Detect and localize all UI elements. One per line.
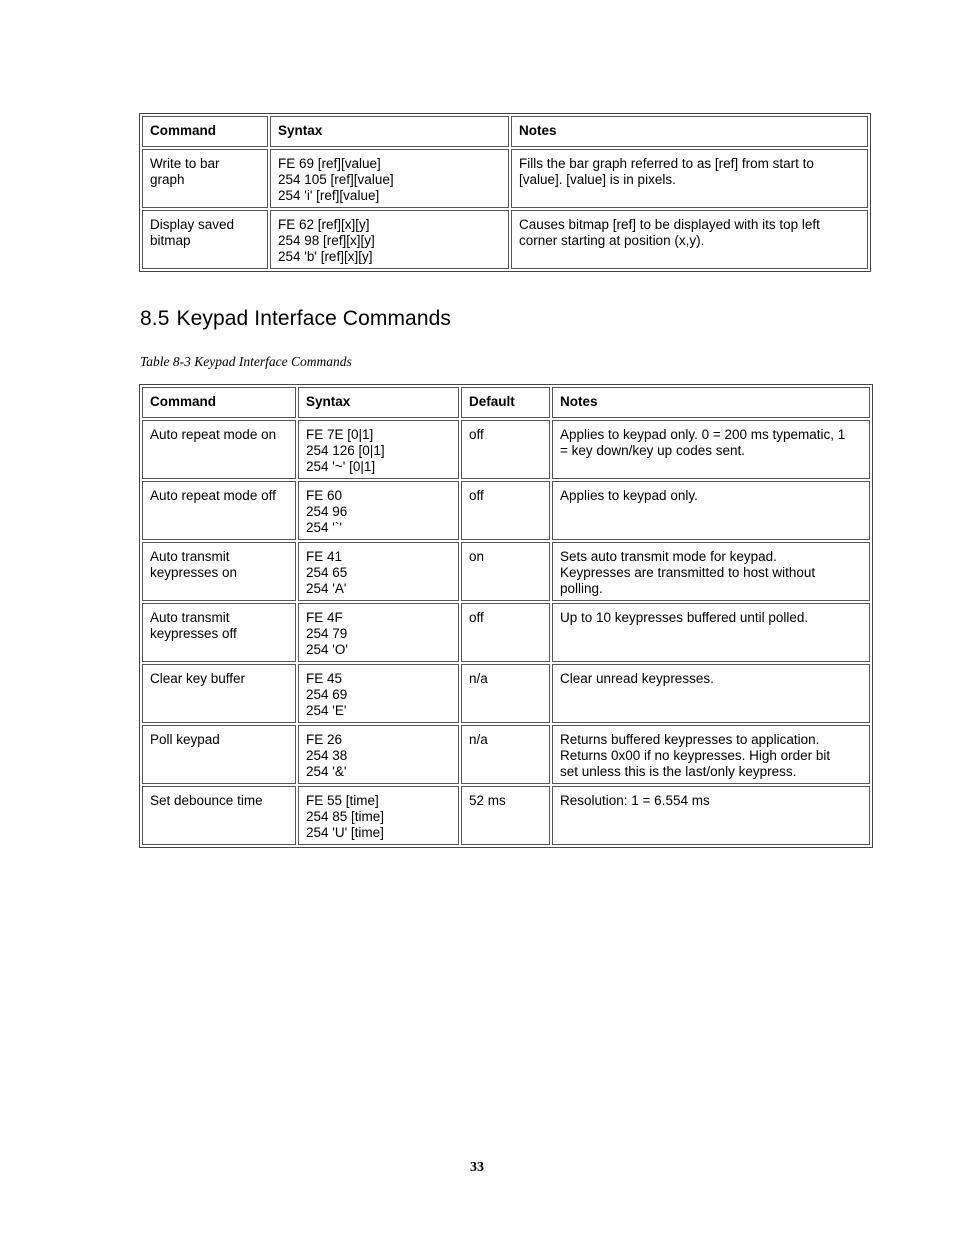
- default-cell: 52 ms: [461, 786, 550, 845]
- keypad-commands-table: [139, 384, 873, 848]
- table-row: [142, 210, 868, 269]
- command-cell: Auto transmit keypresses on: [142, 542, 296, 601]
- command-cell: Poll keypad: [142, 725, 296, 784]
- syntax-cell: FE 62 [ref][x][y] 254 98 [ref][x][y] 254 'b' [ref][x][y]: [270, 210, 509, 269]
- notes-cell: Causes bitmap [ref] to be displayed with its top left corner starting at position (x,y).: [511, 210, 868, 269]
- table-header-row: [142, 387, 870, 418]
- default-cell: off: [461, 603, 550, 662]
- bar-graph-commands-table: [139, 113, 871, 272]
- default-cell: on: [461, 542, 550, 601]
- notes-cell: Clear unread keypresses.: [552, 664, 870, 723]
- table-row: [142, 481, 870, 540]
- command-cell: Clear key buffer: [142, 664, 296, 723]
- command-cell: Display saved bitmap: [142, 210, 268, 269]
- default-cell: off: [461, 481, 550, 540]
- command-cell: Auto repeat mode on: [142, 420, 296, 479]
- table-header-row: [142, 116, 868, 147]
- default-cell: n/a: [461, 725, 550, 784]
- column-header: Notes: [511, 116, 868, 147]
- column-header: Command: [142, 387, 296, 418]
- notes-cell: Fills the bar graph referred to as [ref] from start to [value]. [value] is in pixels.: [511, 149, 868, 208]
- column-header: Syntax: [298, 387, 459, 418]
- command-cell: Set debounce time: [142, 786, 296, 845]
- table-row: [142, 149, 868, 208]
- default-cell: off: [461, 420, 550, 479]
- syntax-cell: FE 26 254 38 254 '&': [298, 725, 459, 784]
- syntax-cell: FE 60 254 96 254 '`': [298, 481, 459, 540]
- notes-cell: Sets auto transmit mode for keypad. Keypresses are transmitted to host without polling.: [552, 542, 870, 601]
- syntax-cell: FE 7E [0|1] 254 126 [0|1] 254 '~' [0|1]: [298, 420, 459, 479]
- section-title: Keypad Interface Commands: [176, 307, 451, 330]
- command-cell: Auto repeat mode off: [142, 481, 296, 540]
- section-heading: [140, 307, 451, 331]
- notes-cell: Applies to keypad only. 0 = 200 ms typematic, 1 = key down/key up codes sent.: [552, 420, 870, 479]
- command-cell: Auto transmit keypresses off: [142, 603, 296, 662]
- table-row: [142, 786, 870, 845]
- default-cell: n/a: [461, 664, 550, 723]
- table-row: [142, 603, 870, 662]
- table-row: [142, 542, 870, 601]
- syntax-cell: FE 4F 254 79 254 'O': [298, 603, 459, 662]
- syntax-cell: FE 41 254 65 254 'A': [298, 542, 459, 601]
- syntax-cell: FE 69 [ref][value] 254 105 [ref][value] 254 'i' [ref][value]: [270, 149, 509, 208]
- notes-cell: Up to 10 keypresses buffered until polled.: [552, 603, 870, 662]
- notes-cell: Resolution: 1 = 6.554 ms: [552, 786, 870, 845]
- section-number: 8.5: [140, 307, 170, 330]
- table-caption: Table 8-3 Keypad Interface Commands: [140, 354, 352, 369]
- column-header: Command: [142, 116, 268, 147]
- table-row: [142, 725, 870, 784]
- column-header: Syntax: [270, 116, 509, 147]
- page-number: 33: [470, 1160, 484, 1175]
- command-cell: Write to bar graph: [142, 149, 268, 208]
- table-row: [142, 420, 870, 479]
- column-header: Notes: [552, 387, 870, 418]
- table-row: [142, 664, 870, 723]
- notes-cell: Returns buffered keypresses to application. Returns 0x00 if no keypresses. High order bit set unless this is the last/only keypress.: [552, 725, 870, 784]
- syntax-cell: FE 45 254 69 254 'E': [298, 664, 459, 723]
- syntax-cell: FE 55 [time] 254 85 [time] 254 'U' [time]: [298, 786, 459, 845]
- column-header: Default: [461, 387, 550, 418]
- notes-cell: Applies to keypad only.: [552, 481, 870, 540]
